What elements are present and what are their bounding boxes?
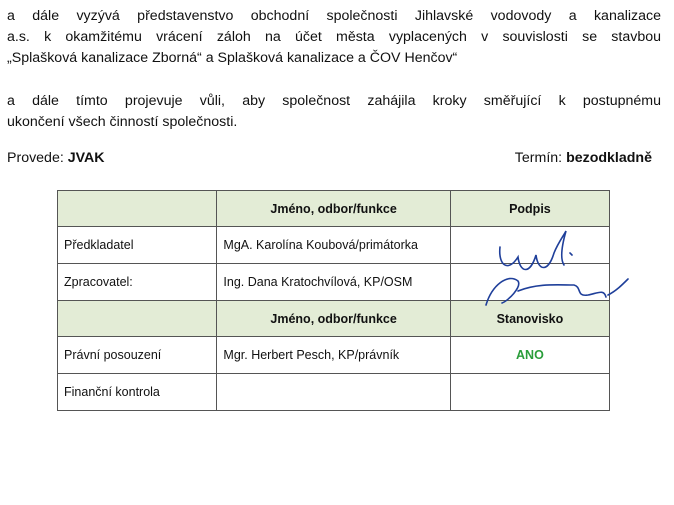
paragraph-line: a dále tímto projevuje vůli, aby společnost zahájila kroky směřující k postupnému <box>7 93 661 109</box>
paragraph-line: a.s. k okamžitému vrácení záloh na účet města vyplacených v souvislosti se stavbou <box>7 29 661 45</box>
opinion-cell: ANO <box>450 337 609 374</box>
signature-kratochvilova <box>486 278 628 305</box>
role-cell: Předkladatel <box>58 227 217 264</box>
provede-line <box>7 150 105 166</box>
table-row <box>58 337 610 374</box>
handwritten-signatures <box>478 225 638 315</box>
header-cell-name: Jméno, odbor/funkce <box>217 301 450 337</box>
name-cell: Mgr. Herbert Pesch, KP/právník <box>217 337 450 374</box>
role-cell: Zpracovatel: <box>58 264 217 301</box>
table-header-row <box>58 191 610 227</box>
table-row <box>58 374 610 411</box>
opinion-cell <box>450 374 609 411</box>
header-cell-empty <box>58 301 217 337</box>
header-cell-signature: Podpis <box>450 191 609 227</box>
paragraph-line: ukončení všech činností společnosti. <box>7 114 238 130</box>
role-cell: Finanční kontrola <box>58 374 217 411</box>
termin-value: bezodkladně <box>566 150 652 166</box>
header-cell-opinion: Stanovisko <box>450 301 609 337</box>
signature-koubova <box>500 231 572 270</box>
resolution-paragraph-1 <box>7 6 661 69</box>
header-cell-empty <box>58 191 217 227</box>
resolution-paragraph-2 <box>7 91 661 133</box>
name-cell: MgA. Karolína Koubová/primátorka <box>217 227 450 264</box>
termin-label: Termín: <box>514 150 563 166</box>
paragraph-line: a dále vyzývá představenstvo obchodní společnosti Jihlavské vodovody a kanalizace <box>7 8 661 24</box>
name-cell <box>217 374 450 411</box>
header-cell-name: Jméno, odbor/funkce <box>217 191 450 227</box>
provede-value: JVAK <box>67 150 105 166</box>
role-cell: Právní posouzení <box>58 337 217 374</box>
paragraph-line: „Splašková kanalizace Zborná“ a Splašková kanalizace a ČOV Henčov“ <box>7 50 458 66</box>
name-cell: Ing. Dana Kratochvílová, KP/OSM <box>217 264 450 301</box>
provede-label: Provede: <box>7 150 64 166</box>
termin-line <box>515 150 652 166</box>
